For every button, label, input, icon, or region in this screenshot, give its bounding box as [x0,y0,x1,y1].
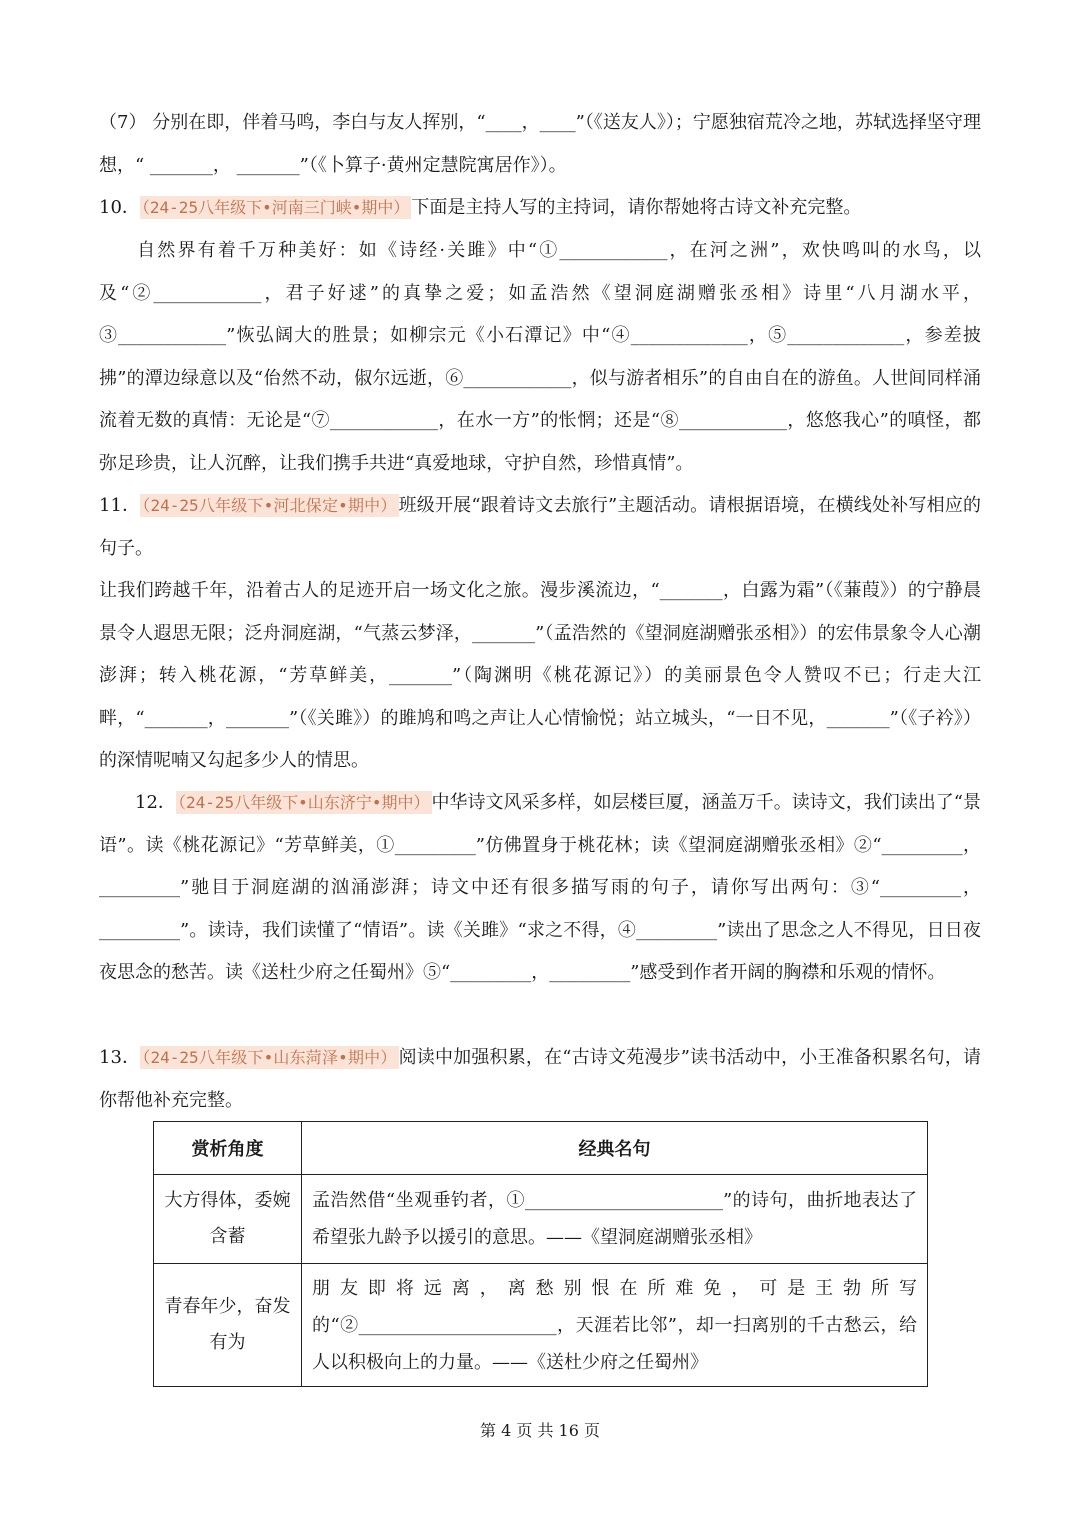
quote-cell: 孟浩然借“坐观垂钓者，①______________________”的诗句，曲折地表达了希望张九龄予以援引的意思。——《望洞庭湖赠张丞相》 [302,1175,928,1264]
table-header: 经典名句 [302,1122,928,1175]
question-number: 10． [99,197,140,218]
question-number: 13． [99,1047,141,1068]
question-number: 11． [99,495,141,516]
question-source-tag: （24-25八年级下•山东菏泽•期中） [142,1048,397,1067]
question-11-passage: 让我们跨越千年，沿着古人的足迹开启一场文化之旅。漫步溪流边，“_______，白露为霜”（《蒹葭》）的宁静晨景令人遐思无限；泛舟洞庭湖，“气蒸云梦泽，_______”（孟浩然的《望洞庭湖赠张丞相》）的宏伟景象令人心潮澎湃；转入桃花源，“芳草鲜美，_______”（陶渊明《桃花源记》）的美丽景色令人赞叹不已；行走大江畔，“_______，_______”（《关雎》）的雎鸠和鸣之声让人心情愉悦；站立城头，“一日不见，_______”（《子衿》）的深情呢喃又勾起多少人的情思。 [99,580,981,771]
question-source-tag: （24-25八年级下•河北保定•期中） [142,496,397,515]
table-header-row [154,1122,928,1175]
table-row [154,1264,928,1387]
quote-cell: 朋友即将远离，离愁别恨在所难免，可是王勃所写的“②______________________，天涯若比邻”，却一扫离别的千古愁云，给人以积极向上的力量。——《送杜少府之任蜀州》 [302,1264,928,1387]
question-7-part: （7） 分别在即，伴着马鸣，李白与友人挥别，“____，____”（《送友人》）；宁愿独宿荒冷之地，苏轼选择坚守理想，“ _______， _______”（《卜算子·黄州定慧院寓居作》）。 [99,112,981,176]
table-row [154,1175,928,1264]
question-11 [99,485,981,570]
question-source-tag: （24-25八年级下•山东济宁•期中） [177,793,430,812]
question-source-tag: （24-25八年级下•河南三门峡•期中） [141,198,410,217]
angle-cell: 青春年少，奋发有为 [154,1264,302,1387]
question-12 [99,782,981,995]
question-10-passage: 自然界有着千万种美好：如《诗经·关雎》中“①____________，在河之洲”，欢快鸣叫的水鸟，以及“②____________，君子好逑”的真挚之爱；如孟浩然《望洞庭湖赠张丞相》诗里“八月湖水平，③____________”恢弘阔大的胜景；如柳宗元《小石潭记》中“④_____________，⑤_____________，参差披拂”的潭边绿意以及“佁然不动，俶尔远逝，⑥____________，似与游者相乐”的自由自在的游鱼。人世间同样涌流着无数的真情：无论是“⑦____________，在水一方”的怅惘；还是“⑧____________，悠悠我心”的嗔怪，都弥足珍贵，让人沉醉，让我们携手共进“真爱地球，守护自然，珍惜真情”。 [99,240,981,474]
quotes-table [153,1121,928,1387]
question-number: 12． [135,792,176,813]
question-13 [99,1037,981,1122]
angle-cell: 大方得体，委婉含蓄 [154,1175,302,1264]
question-stem: 阅读中加强积累，在“古诗文苑漫步”读书活动中，小王准备积累名句，请你帮他补充完整。 [99,1047,982,1111]
question-10 [99,187,981,230]
page-footer: 第 4 页 共 16 页 [480,1421,600,1440]
table-header: 赏析角度 [154,1122,302,1175]
question-body: 中华诗文风采多样，如层楼巨厦，涵盖万千。读诗文，我们读出了“景语”。读《桃花源记》“芳草鲜美，①_________”仿佛置身于桃花林；读《望洞庭湖赠张丞相》②“_________，_________”驰目于洞庭湖的汹涌澎湃；诗文中还有很多描写雨的句子，请你写出两句：③“_________，_________”。读诗，我们读懂了“情语”。读《关雎》“求之不得，④_________”读出了思念之人不得见，日日夜夜思念的愁苦。读《送杜少府之任蜀州》⑤“_________，_________”感受到作者开阔的胸襟和乐观的情怀。 [99,792,982,983]
question-stem: 下面是主持人写的主持词，请你帮她将古诗文补充完整。 [411,197,862,218]
question-stem: 班级开展“跟着诗文去旅行”主题活动。请根据语境，在横线处补写相应的句子。 [99,495,982,559]
